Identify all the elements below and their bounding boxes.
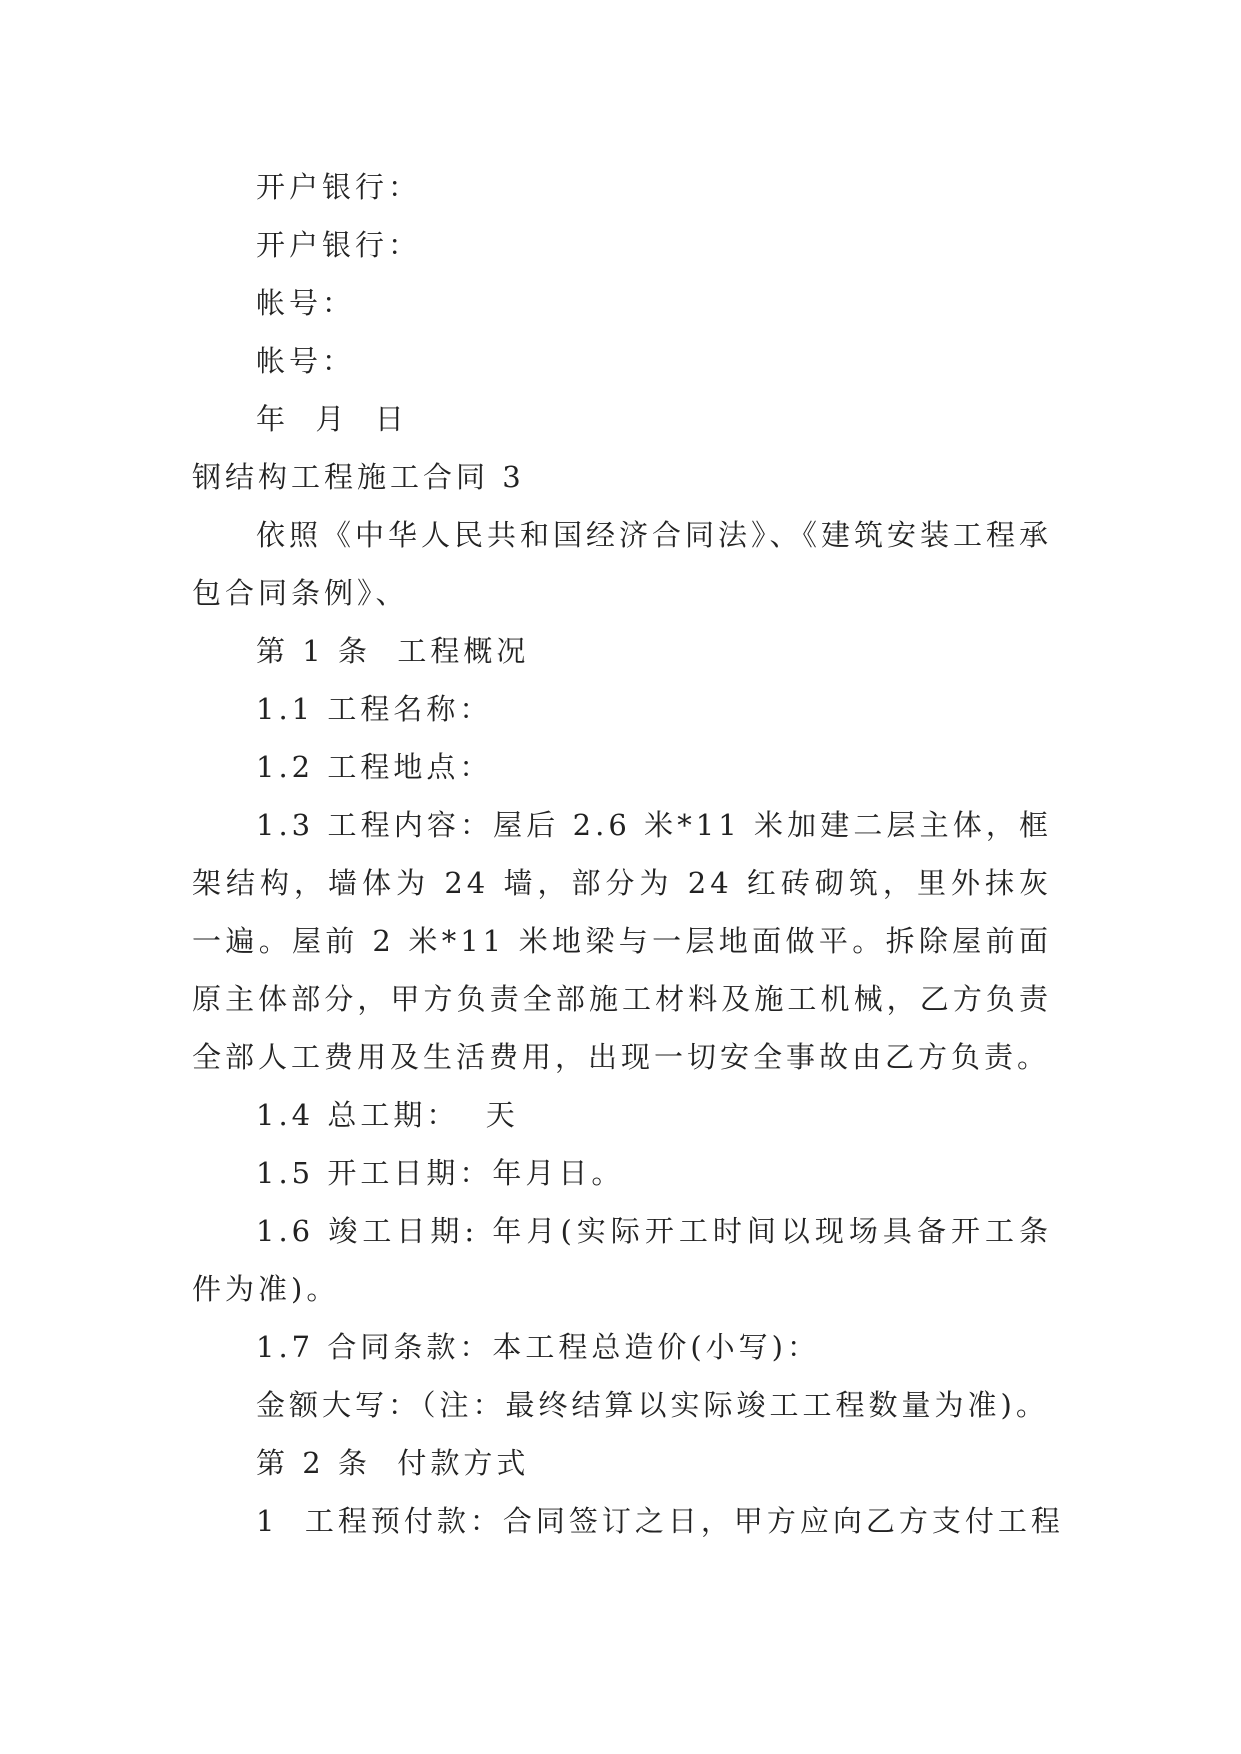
item-2-1: 1 工程预付款：合同签订之日，甲方应向乙方支付工程: [256, 1504, 1064, 1538]
article-1-title: 第 1 条 工程概况: [256, 634, 530, 668]
item-1-3: 1.3 工程内容：屋后 2.6 米*11 米加建二层主体，框架结构，墙体为 24 墙，部分为 24 红砖砌筑，里外抹灰一遍。屋前 2 米*11 米地梁与一层地面做平。拆除屋前面原主体部分，甲方负责全部施工材料及施工机械，乙方负责全部人工费用及生活费用，出现一切安全事故由乙方负责。: [192, 808, 1052, 1074]
item-1-4: 1.4 总工期： 天: [256, 1098, 519, 1132]
account-line-2: 帐号：: [256, 344, 356, 378]
item-1-5: 1.5 开工日期：年月日。: [256, 1156, 625, 1190]
account-line-1: 帐号：: [256, 286, 356, 320]
item-1-6: 1.6 竣工日期: 年月(实际开工时间以现场具备开工条件为准)。: [192, 1214, 1052, 1306]
contract-title: 钢结构工程施工合同 3: [192, 460, 525, 494]
article-2-title: 第 2 条 付款方式: [256, 1446, 530, 1480]
item-1-1: 1.1 工程名称：: [256, 692, 493, 726]
intro-paragraph: 依照《中华人民共和国经济合同法》、《建筑安装工程承包合同条例》、: [192, 518, 1053, 610]
date-line: 年 月 日: [256, 402, 408, 436]
amount-line: 金额大写：（注：最终结算以实际竣工工程数量为准)。: [256, 1388, 1049, 1422]
bank-line-1: 开户银行：: [256, 170, 422, 204]
bank-line-2: 开户银行：: [256, 228, 422, 262]
item-1-2: 1.2 工程地点：: [256, 750, 493, 784]
item-1-7: 1.7 合同条款：本工程总造价(小写)：: [256, 1330, 820, 1364]
document-body: [192, 158, 1064, 1550]
